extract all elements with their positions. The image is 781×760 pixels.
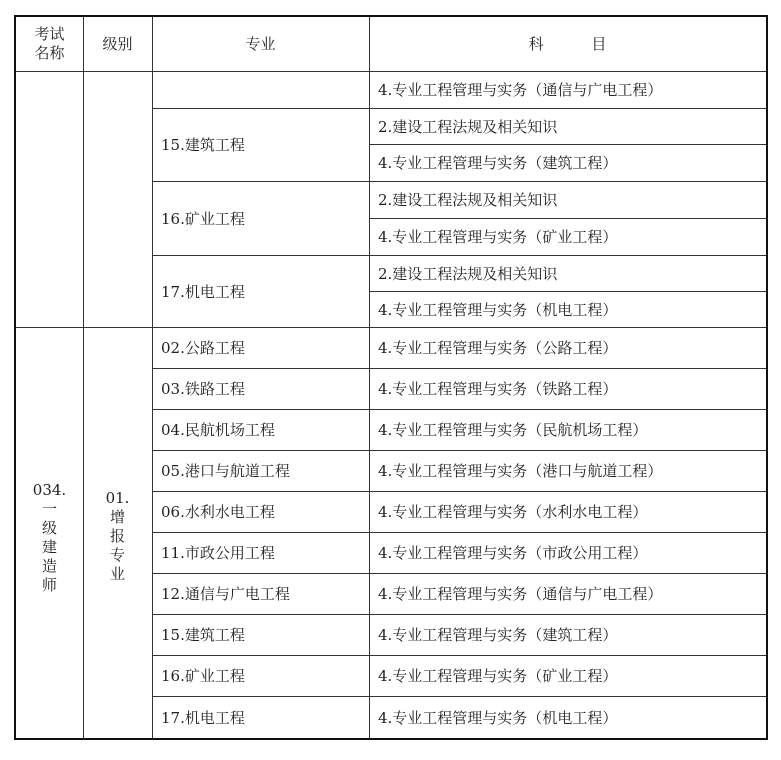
subject-cell bbox=[369, 291, 766, 327]
major-cell bbox=[152, 409, 369, 450]
subject-text: 4.专业工程管理与实务（民航机场工程） bbox=[378, 421, 648, 439]
header-major-label: 专业 bbox=[245, 34, 276, 53]
subject-text: 4.专业工程管理与实务（港口与航道工程） bbox=[378, 462, 663, 480]
major-cell bbox=[152, 655, 369, 696]
header-level-label: 级别 bbox=[102, 34, 133, 53]
subject-cell bbox=[369, 71, 766, 108]
major-text: 17.机电工程 bbox=[161, 708, 245, 727]
level-code: 01. bbox=[105, 489, 130, 507]
subject-text: 4.专业工程管理与实务（公路工程） bbox=[378, 339, 618, 357]
header-subject-label: 科 目 bbox=[528, 34, 607, 53]
subject-text: 4.专业工程管理与实务（建筑工程） bbox=[378, 626, 618, 644]
subject-cell bbox=[369, 181, 766, 218]
level-cell bbox=[83, 327, 152, 738]
major-text: 12.通信与广电工程 bbox=[161, 585, 290, 603]
subject-cell bbox=[369, 218, 766, 255]
exam-name-char: 造 bbox=[41, 556, 57, 575]
subject-text: 2.建设工程法规及相关知识 bbox=[378, 264, 558, 283]
header-subject bbox=[369, 17, 766, 71]
subject-cell bbox=[369, 327, 766, 368]
subject-cell bbox=[369, 255, 766, 291]
major-text: 16.矿业工程 bbox=[161, 209, 245, 228]
exam-name-char: 级 bbox=[41, 518, 57, 537]
major-cell bbox=[152, 255, 369, 327]
major-text: 15.建筑工程 bbox=[161, 626, 245, 644]
major-text: 15.建筑工程 bbox=[161, 136, 245, 154]
subject-text: 4.专业工程管理与实务（通信与广电工程） bbox=[378, 81, 663, 99]
major-cell bbox=[152, 108, 369, 181]
subject-cell bbox=[369, 368, 766, 409]
major-text: 16.矿业工程 bbox=[161, 667, 245, 685]
subject-text: 4.专业工程管理与实务（机电工程） bbox=[378, 300, 618, 319]
subject-cell bbox=[369, 409, 766, 450]
major-text: 17.机电工程 bbox=[161, 282, 245, 301]
subject-cell bbox=[369, 696, 766, 738]
subject-text: 4.专业工程管理与实务（建筑工程） bbox=[378, 154, 618, 172]
subject-cell bbox=[369, 144, 766, 181]
major-cell bbox=[152, 573, 369, 614]
level-char: 业 bbox=[109, 565, 125, 583]
major-text: 11.市政公用工程 bbox=[161, 544, 275, 562]
major-text: 03.铁路工程 bbox=[161, 380, 245, 398]
major-cell bbox=[152, 181, 369, 255]
major-cell bbox=[152, 532, 369, 573]
header-exam-name-line2: 名称 bbox=[34, 44, 65, 62]
exam-name-char: 师 bbox=[41, 575, 57, 594]
major-cell bbox=[152, 327, 369, 368]
subject-text: 4.专业工程管理与实务（水利水电工程） bbox=[378, 503, 648, 521]
exam-subjects-table bbox=[14, 15, 768, 740]
major-cell bbox=[152, 71, 369, 108]
header-level bbox=[83, 17, 152, 71]
header-exam-name-line1: 考试 bbox=[34, 25, 65, 43]
major-cell bbox=[152, 491, 369, 532]
level-char: 专 bbox=[109, 546, 125, 564]
major-cell bbox=[152, 368, 369, 409]
subject-cell bbox=[369, 655, 766, 696]
header-exam-name bbox=[16, 17, 83, 71]
subject-text: 4.专业工程管理与实务（市政公用工程） bbox=[378, 544, 648, 562]
major-cell bbox=[152, 696, 369, 738]
major-cell bbox=[152, 450, 369, 491]
major-text: 02.公路工程 bbox=[161, 339, 245, 357]
subject-text: 4.专业工程管理与实务（机电工程） bbox=[378, 708, 618, 727]
subject-text: 2.建设工程法规及相关知识 bbox=[378, 117, 558, 136]
major-cell bbox=[152, 614, 369, 655]
exam-name-cell bbox=[16, 327, 83, 738]
major-text: 04.民航机场工程 bbox=[161, 421, 275, 439]
exam-name-char: 一 bbox=[41, 499, 57, 518]
subject-cell bbox=[369, 491, 766, 532]
exam-code: 034. bbox=[32, 480, 67, 499]
major-text: 06.水利水电工程 bbox=[161, 503, 275, 521]
subject-text: 4.专业工程管理与实务（矿业工程） bbox=[378, 667, 618, 685]
subject-text: 4.专业工程管理与实务（通信与广电工程） bbox=[378, 585, 663, 603]
subject-text: 4.专业工程管理与实务（矿业工程） bbox=[378, 228, 618, 246]
subject-cell bbox=[369, 450, 766, 491]
subject-text: 2.建设工程法规及相关知识 bbox=[378, 191, 558, 209]
level-char: 增 bbox=[109, 508, 125, 526]
exam-name-char: 建 bbox=[41, 537, 57, 556]
level-char: 报 bbox=[109, 527, 125, 545]
subject-text: 4.专业工程管理与实务（铁路工程） bbox=[378, 380, 618, 398]
subject-cell bbox=[369, 108, 766, 144]
subject-cell bbox=[369, 614, 766, 655]
subject-cell bbox=[369, 532, 766, 573]
subject-cell bbox=[369, 573, 766, 614]
header-major bbox=[152, 17, 369, 71]
major-text: 05.港口与航道工程 bbox=[161, 462, 290, 480]
